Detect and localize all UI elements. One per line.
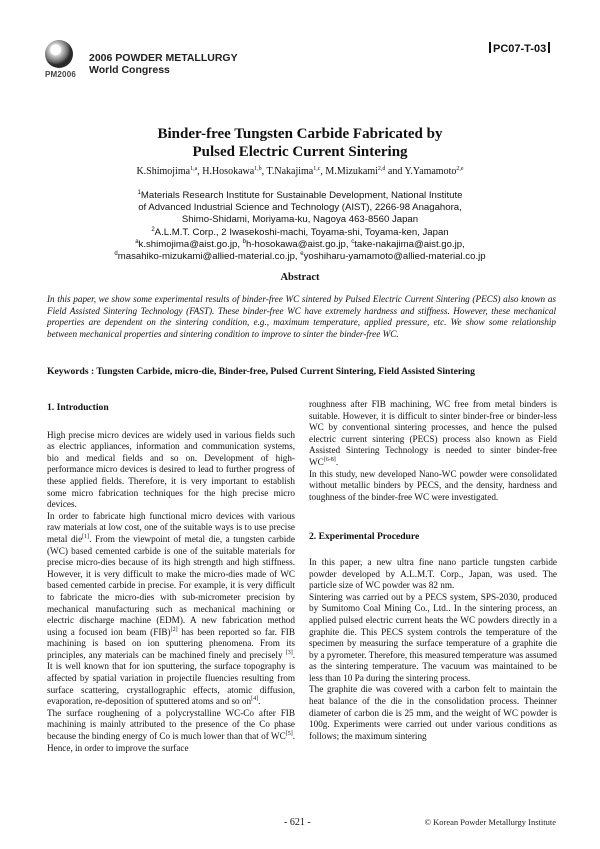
keywords: Keywords : Tungsten Carbide, micro-die, Binder-free, Pulsed Current Sintering, Field Assisted Sintering (47, 366, 475, 377)
email-line-2: $^d$masahiko-mizukami@allied-material.co.jp, $^e$yoshiharu-yamamoto@allied-material.co.jp (114, 251, 486, 263)
text-run: . From the viewpoint of metal die, a tungsten carbide (WC) based cemented carbide is one of the suitable materials for precise micro-dies because of its high strength and high stiffness. However, it is very difficult to make the micro-dies made of WC based cemented carbide in precise. For example, it is very difficult to fabricate the micro-dies with sub-micrometer precision by mechanical manufacturing such as mechanical machining or electric discharge machine (EDM). A new fabrication method using a focused ion beam (FIB) (47, 533, 295, 637)
paper-title (40, 125, 560, 161)
text-run: has been reported so far. FIB machining is based on ion sputtering phenomena. From its principles, any materials can be machined finely and precisely (47, 626, 295, 660)
copyright-notice: © Korean Powder Metallurgy Institute (424, 817, 556, 827)
affiliation-text: A.L.M.T. Corp., 2 Iwasekoshi-machi, Toyama-shi, Toyama-ken, Japan (154, 226, 449, 238)
citation: [3] (285, 649, 293, 656)
author-sup: 1,a (190, 166, 198, 172)
email-sup: c (351, 238, 355, 245)
author-name: T.Nakajima (266, 166, 314, 177)
text-run: . (335, 456, 339, 467)
citation: [1] (82, 533, 90, 540)
sphere-logo-icon (45, 40, 73, 68)
code-bar-right (548, 42, 550, 53)
title-line-2: Pulsed Electric Current Sintering (192, 144, 408, 160)
code-bar-left (489, 42, 491, 53)
author-name: K.Shimojima (136, 166, 191, 177)
email-sup: d (114, 251, 118, 258)
citation: [5] (285, 731, 293, 738)
left-column (47, 402, 295, 754)
conference-line-1: 2006 POWDER METALLURGY (89, 52, 238, 64)
affiliation-1-line-1 (40, 190, 560, 202)
affiliation-text: Materials Research Institute for Sustainable Development, National Institute (140, 190, 463, 201)
email-sup: a (135, 238, 139, 245)
conference-line-2: World Congress (89, 63, 170, 76)
email-c: take-nakajima@aist.go.jp (354, 238, 463, 250)
conference-name (89, 53, 238, 76)
intro-study-paragraph: In this study, new developed Nano-WC powder were consolidated without metallic binders by PECS, and the density, hardness and toughness of the binder-free WC were investigated. (309, 468, 557, 502)
experimental-paragraph-3: The graphite die was covered with a carbon felt to maintain the heat balance of the die in the consolidation process. Theinner diameter of carbon die is 25 mm, and the weight of WC powder is 100g. Experiments were carried out under various conditions as follows; the maximum sintering (309, 684, 557, 741)
email-sup: e (300, 251, 304, 258)
intro-paragraph-2 (47, 511, 295, 708)
affiliation-2 (40, 227, 560, 239)
email-d: masahiko-mizukami@allied-material.co.jp (117, 251, 295, 263)
author-sup: 1,b (254, 166, 262, 172)
intro-continued-paragraph (309, 399, 557, 469)
author-sup: 1,c (313, 166, 321, 172)
author-list: K.Shimojima$^{1,a}$, H.Hosokawa$^{1,b}$, T.Nakajima$^{1,c}$, M.Mizukami$^{2,d}$ and Y.Yamamoto$^{2,e}$ (136, 166, 464, 177)
author-sup: 2,e (456, 166, 464, 172)
citation: [6-8] (323, 456, 336, 463)
experimental-paragraph-2: Sintering was carried out by a PECS system, SPS-2030, produced by Sumitomo Coal Mining Co., Ltd.. In the sintering process, an applied pulsed electric current heats the WC powders directly in a graphite die. This PECS system controls the temperature of the specimen by measuring the surface temperature of a graphite die by a pyrometer. Therefore, this measured temperature was assumed as the sintering temperature. The vacuum was maintained to be less than 10 Pa during the sintering process. (309, 591, 557, 683)
email-b: h-hosokawa@aist.go.jp (246, 238, 346, 250)
paper-code (487, 42, 552, 55)
experimental-paragraph-1: In this paper, a new ultra fine nano particle tungsten carbide powder developed by A.L.M.T. Corp., Japan, was used. The particle size of WC powder was 82 nm. (309, 556, 557, 591)
section-heading-experimental: 2. Experimental Procedure (309, 531, 420, 543)
conference-logo (45, 40, 76, 84)
citation: [4] (251, 696, 259, 703)
author-name: M.Mizukami (325, 166, 378, 177)
affiliation-1-line-2: of Advanced Industrial Science and Technology (AIST), 2266-98 Anagahora, (138, 202, 462, 214)
logo-text: PM2006 (45, 70, 76, 79)
intro-paragraph-1: High precise micro devices are widely used in various fields such as electric appliances, information and communication systems, bio and medical fields and so on. Development of high-performance micro devices is desired to lead to further progress of these applied fields. Therefore, it is very important to establish some micro fabrication techniques for the high precise micro devices. (47, 429, 295, 510)
affiliation-sup: 2 (151, 226, 155, 233)
email-e: yoshiharu-yamamoto@allied-material.co.jp (303, 251, 486, 263)
author-sup: 2,d (377, 166, 386, 172)
text-run: . Hence, in order to improve the surface (47, 731, 295, 753)
affiliation-1-line-3: Shimo-Shidami, Moriyama-ku, Nagoya 463-8560 Japan (181, 214, 419, 226)
author-name: Y.Yamamoto (404, 166, 457, 177)
section-heading-introduction: 1. Introduction (47, 402, 109, 413)
email-a: k.shimojima@aist.go.jp (138, 238, 238, 250)
intro-paragraph-3 (47, 708, 295, 754)
title-line-1: Binder-free Tungsten Carbide Fabricated by (157, 126, 443, 142)
abstract-heading: Abstract (280, 272, 320, 283)
abstract-text: In this paper, we show some experimental results of binder-free WC sintered by Pulsed Electric Current Sintering (PECS) also known as Field Assisted Sintering Technology (FAST). These binder-free WC have extremely hardness and stiffness. However, these mechanical properties are dependent on the sintering condition, e.g., maximum temperature, applied pressure, etc. We show some relationship between mechanical properties and sintering condition to improve to sinter the binder-free WC. (47, 294, 556, 339)
author-name: H.Hosokawa (202, 166, 255, 177)
affiliation-sup: 1 (137, 190, 141, 196)
email-sup: b (242, 238, 247, 245)
text-run: The surface roughening of a polycrystalline WC-Co after FIB machining is mainly attributed to the presence of the Co phase because the binding energy of Co is much lower than that of WC (47, 707, 295, 742)
email-line-1: $^a$k.shimojima@aist.go.jp, $^b$h-hosokawa@aist.go.jp, $^c$take-nakajima@aist.go.jp, (135, 238, 465, 250)
page-number: - 621 - (284, 817, 311, 828)
text-run: . It is well known that for ion sputtering, the surface topography is affected by spatial variation in projectile fluencies resulting from surface scattering, crystallographic effects, atomic diffusion, evaporation, re-deposition of sputtered atoms and so on (47, 649, 295, 707)
affiliations (40, 190, 560, 263)
text-run: . (258, 696, 261, 707)
paper-code-text: PC07-T-03 (493, 43, 547, 55)
text-run: roughness after FIB machining, WC free from metal binders is suitable. However, it is difficult to sinter binder-free or binder-less WC by conventional sintering processes, and hence the pulsed electric current sintering (PECS) process also known as Field Assisted Sintering Technology is needed to sinter binder-free WC (309, 399, 557, 467)
citation: [2] (170, 626, 178, 633)
right-column (309, 399, 557, 742)
text-run: In order to fabricate high functional micro devices with various raw materials at low cost, one of the suitable ways is to use precise metal die (47, 510, 295, 544)
